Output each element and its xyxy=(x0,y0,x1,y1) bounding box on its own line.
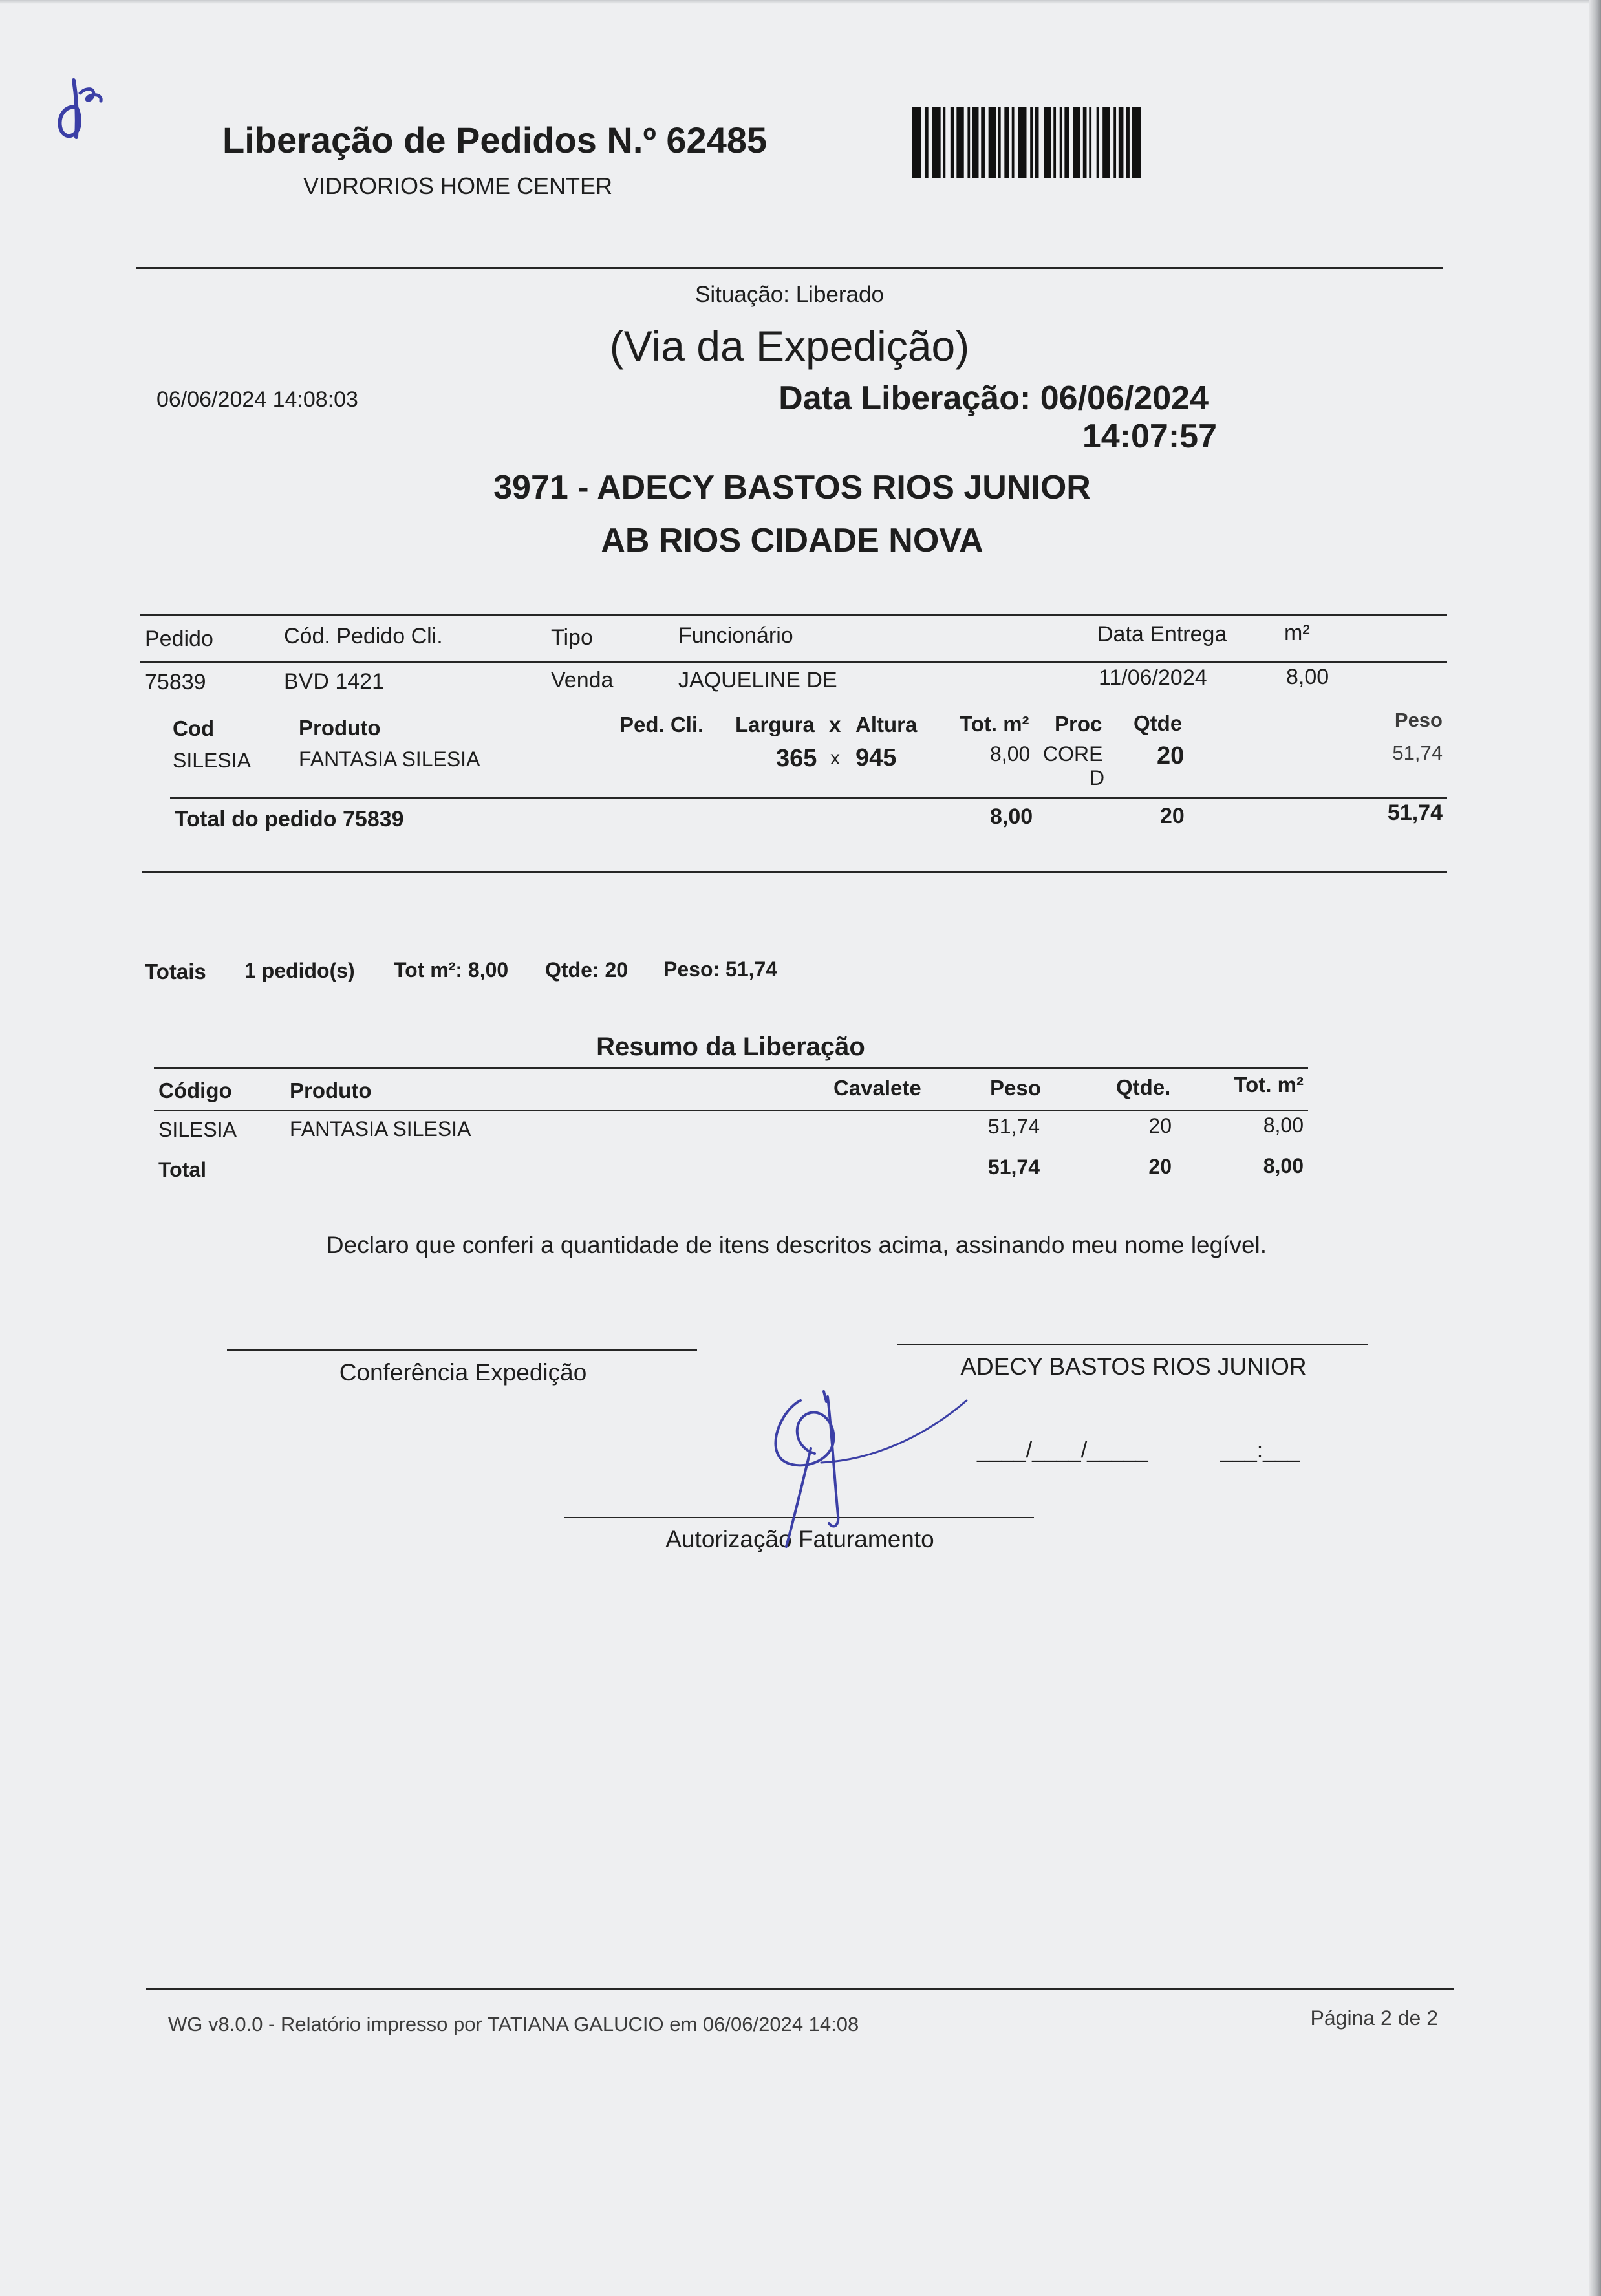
item-header-largura: Largura xyxy=(735,713,815,736)
item-header-cod: Cod xyxy=(173,716,215,740)
company-name: VIDRORIOS HOME CENTER xyxy=(303,173,613,199)
barcode-bar xyxy=(1083,107,1087,178)
summary-header-peso: Peso xyxy=(990,1076,1041,1100)
cell-data-entrega: 11/06/2024 xyxy=(1099,665,1207,690)
item-header-proc: Proc xyxy=(1055,712,1102,736)
status-label: Situação: Liberado xyxy=(695,282,884,307)
totals-label: Totais xyxy=(145,960,206,983)
barcode-bar xyxy=(1030,107,1033,178)
cell-pedido: 75839 xyxy=(145,670,206,694)
barcode-bar xyxy=(1064,107,1069,178)
totals-peso: Peso: 51,74 xyxy=(663,958,778,981)
customer-name: 3971 - ADECY BASTOS RIOS JUNIOR xyxy=(493,469,1091,506)
barcode-bar xyxy=(1113,107,1116,178)
handwritten-initial xyxy=(50,67,109,144)
scan-edge-right xyxy=(1589,0,1601,2296)
barcode-bar xyxy=(943,107,945,178)
header-cod-pedido-cli: Cód. Pedido Cli. xyxy=(284,624,443,649)
order-total-tot-m2: 8,00 xyxy=(990,804,1033,829)
totals-qtde: Qtde: 20 xyxy=(545,958,629,982)
item-tot-m2: 8,00 xyxy=(990,742,1031,766)
item-proc-wrap: D xyxy=(1090,766,1105,789)
release-time: 14:07:57 xyxy=(1082,418,1217,455)
divider-order-total xyxy=(170,797,1447,799)
barcode-bar xyxy=(1035,107,1039,178)
header-pedido: Pedido xyxy=(145,627,213,651)
scan-edge-top xyxy=(0,0,1601,4)
summary-tot-m2: 8,00 xyxy=(1263,1113,1304,1137)
footer-printed-by: WG v8.0.0 - Relatório impresso por TATIANA GALUCIO em 06/06/2024 14:08 xyxy=(168,2013,859,2035)
copy-label: (Via da Expedição) xyxy=(609,322,970,370)
item-header-produto: Produto xyxy=(299,716,381,740)
item-largura: 365 xyxy=(776,745,817,772)
item-produto: FANTASIA SILESIA xyxy=(299,747,480,771)
barcode-bar xyxy=(1102,107,1110,178)
summary-total-label: Total xyxy=(158,1158,207,1181)
cell-cod-pedido-cli: BVD 1421 xyxy=(284,669,384,694)
declaration-text: Declaro que conferi a quantidade de itens descritos acima, assinando meu nome legível. xyxy=(326,1232,1267,1258)
header-m2: m² xyxy=(1284,621,1310,645)
order-total-qtde: 20 xyxy=(1160,804,1185,828)
barcode-bar xyxy=(951,107,954,178)
item-header-qtde: Qtde xyxy=(1134,711,1183,735)
item-peso: 51,74 xyxy=(1392,742,1443,764)
summary-codigo: SILESIA xyxy=(158,1118,237,1141)
barcode xyxy=(912,107,1141,178)
divider-table-top xyxy=(140,614,1447,616)
summary-qtde: 20 xyxy=(1148,1114,1172,1137)
divider-footer xyxy=(146,1988,1454,1990)
release-date: Data Liberação: 06/06/2024 xyxy=(779,380,1209,417)
cell-funcionario: JAQUELINE DE xyxy=(678,668,837,692)
order-total-label: Total do pedido 75839 xyxy=(175,807,404,831)
summary-total-peso: 51,74 xyxy=(987,1155,1040,1179)
signature-label-autorizacao: Autorização Faturamento xyxy=(665,1526,934,1552)
divider-summary-top xyxy=(154,1067,1308,1069)
cell-tipo: Venda xyxy=(551,668,614,692)
barcode-bar xyxy=(1044,107,1051,178)
summary-header-qtde: Qtde. xyxy=(1116,1075,1171,1099)
header-funcionario: Funcionário xyxy=(678,623,793,648)
header-tipo: Tipo xyxy=(551,625,593,650)
barcode-bar xyxy=(981,107,985,178)
summary-produto: FANTASIA SILESIA xyxy=(290,1117,471,1141)
barcode-bar xyxy=(1089,107,1091,178)
item-header-x: x xyxy=(829,713,841,736)
document-title: Liberação de Pedidos N.º 62485 xyxy=(222,120,768,160)
barcode-bar xyxy=(1060,107,1062,178)
barcode-bar xyxy=(925,107,929,178)
barcode-bar xyxy=(1073,107,1080,178)
barcode-bar xyxy=(989,107,996,178)
summary-header-produto: Produto xyxy=(290,1078,372,1102)
summary-header-codigo: Código xyxy=(158,1078,232,1102)
printed-datetime: 06/06/2024 14:08:03 xyxy=(156,387,358,412)
item-altura: 945 xyxy=(855,744,897,771)
totals-tot-m2: Tot m²: 8,00 xyxy=(394,958,509,982)
signature-line-cliente xyxy=(897,1344,1368,1345)
signature-line-conferencia xyxy=(227,1349,697,1351)
item-header-ped-cli: Ped. Cli. xyxy=(619,713,704,736)
barcode-bar xyxy=(912,107,921,178)
divider-table-bottom xyxy=(142,871,1447,873)
barcode-bar xyxy=(1126,107,1130,178)
cell-m2: 8,00 xyxy=(1286,665,1329,689)
barcode-bar xyxy=(932,107,940,178)
summary-header-tot-m2: Tot. m² xyxy=(1234,1073,1304,1097)
signature-label-conferencia: Conferência Expedição xyxy=(339,1359,587,1386)
handwritten-signature xyxy=(744,1377,1002,1558)
summary-header-cavalete: Cavalete xyxy=(833,1076,921,1100)
barcode-bar xyxy=(1119,107,1124,178)
barcode-bar xyxy=(1004,107,1009,178)
order-total-peso: 51,74 xyxy=(1387,800,1443,825)
divider-summary-header xyxy=(154,1110,1308,1111)
divider-table-header xyxy=(140,661,1447,663)
signature-label-cliente: ADECY BASTOS RIOS JUNIOR xyxy=(960,1353,1307,1380)
barcode-bar xyxy=(998,107,1001,178)
totals-pedidos: 1 pedido(s) xyxy=(244,959,355,982)
time-blank: ___:___ xyxy=(1220,1438,1300,1463)
header-data-entrega: Data Entrega xyxy=(1097,622,1227,647)
barcode-bar xyxy=(1018,107,1026,178)
item-x: x xyxy=(830,747,840,769)
summary-total-tot-m2: 8,00 xyxy=(1263,1154,1304,1177)
barcode-bar xyxy=(1012,107,1015,178)
summary-total-qtde: 20 xyxy=(1148,1155,1172,1178)
item-header-altura: Altura xyxy=(855,713,918,736)
barcode-bar xyxy=(956,107,963,178)
item-proc: CORE xyxy=(1043,742,1103,766)
barcode-bar xyxy=(1097,107,1099,178)
barcode-bar xyxy=(972,107,978,178)
footer-page-number: Página 2 de 2 xyxy=(1310,2006,1438,2030)
summary-title: Resumo da Liberação xyxy=(596,1033,865,1061)
item-header-peso: Peso xyxy=(1394,709,1443,731)
summary-peso: 51,74 xyxy=(987,1115,1040,1138)
divider-header xyxy=(136,267,1443,269)
customer-store: AB RIOS CIDADE NOVA xyxy=(601,522,983,559)
barcode-bar xyxy=(1053,107,1056,178)
barcode-bar xyxy=(967,107,970,178)
barcode-bar xyxy=(1132,107,1141,178)
item-qtde: 20 xyxy=(1157,742,1185,769)
item-cod: SILESIA xyxy=(173,749,251,772)
date-blank: ____/____/_____ xyxy=(977,1438,1148,1463)
item-header-tot-m2: Tot. m² xyxy=(960,712,1029,736)
